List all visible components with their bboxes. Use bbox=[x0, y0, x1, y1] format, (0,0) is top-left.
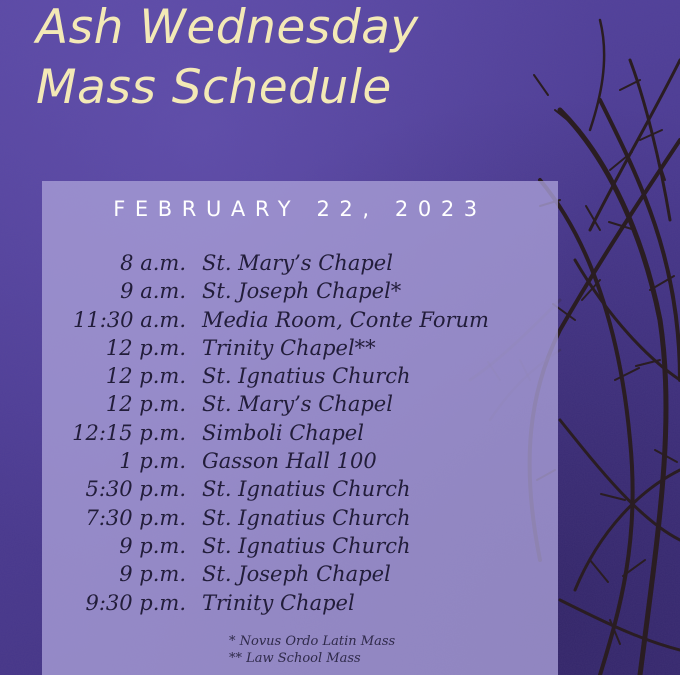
mass-time: 12 p.m. bbox=[105, 335, 186, 360]
mass-location: St. Ignatius Church bbox=[202, 505, 411, 530]
list-item bbox=[42, 419, 558, 447]
mass-location: Trinity Chapel bbox=[202, 590, 355, 615]
footnote-latin-mass: * Novus Ordo Latin Mass bbox=[229, 634, 396, 649]
mass-location: Media Room, Conte Forum bbox=[202, 307, 489, 332]
mass-time: 9 a.m. bbox=[120, 279, 186, 304]
list-item bbox=[42, 249, 558, 277]
mass-location: St. Mary’s Chapel bbox=[202, 392, 393, 417]
title-line-1: Ash Wednesday bbox=[36, 0, 419, 55]
mass-location: St. Ignatius Church bbox=[202, 364, 411, 389]
mass-time: 12 p.m. bbox=[105, 392, 186, 417]
list-item bbox=[42, 306, 558, 334]
list-item bbox=[42, 334, 558, 362]
mass-location: St. Mary’s Chapel bbox=[202, 251, 393, 275]
title-line-2: Mass Schedule bbox=[36, 60, 392, 115]
mass-time: 9 p.m. bbox=[119, 533, 186, 558]
mass-location: Gasson Hall 100 bbox=[202, 449, 377, 474]
list-item bbox=[42, 532, 558, 560]
mass-location: St. Ignatius Church bbox=[202, 533, 411, 558]
list-item bbox=[42, 560, 558, 588]
mass-time: 11:30 a.m. bbox=[73, 307, 186, 332]
mass-schedule-list bbox=[42, 249, 558, 617]
mass-time: 9:30 p.m. bbox=[85, 590, 186, 615]
list-item bbox=[42, 504, 558, 532]
event-date: FEBRUARY 22, 2023 bbox=[113, 197, 487, 221]
mass-time: 12 p.m. bbox=[105, 364, 186, 389]
footnotes bbox=[229, 633, 395, 667]
mass-time: 12:15 p.m. bbox=[72, 420, 186, 445]
page-title bbox=[36, 0, 556, 118]
footnote-law-school-mass: ** Law School Mass bbox=[229, 651, 361, 666]
list-item bbox=[42, 362, 558, 390]
mass-time: 5:30 p.m. bbox=[85, 477, 186, 502]
list-item bbox=[42, 447, 558, 475]
mass-time: 7:30 p.m. bbox=[85, 505, 186, 530]
mass-time: 9 p.m. bbox=[119, 562, 186, 587]
mass-time: 8 a.m. bbox=[120, 251, 186, 275]
mass-location: St. Joseph Chapel* bbox=[202, 279, 402, 304]
mass-location: Simboli Chapel bbox=[202, 420, 364, 445]
list-item bbox=[42, 390, 558, 418]
mass-location: Trinity Chapel** bbox=[202, 335, 376, 360]
list-item bbox=[42, 277, 558, 305]
mass-location: St. Joseph Chapel bbox=[202, 562, 391, 587]
list-item bbox=[42, 589, 558, 617]
mass-time: 1 p.m. bbox=[119, 449, 186, 474]
schedule-panel bbox=[42, 181, 558, 675]
list-item bbox=[42, 475, 558, 503]
mass-location: St. Ignatius Church bbox=[202, 477, 411, 502]
